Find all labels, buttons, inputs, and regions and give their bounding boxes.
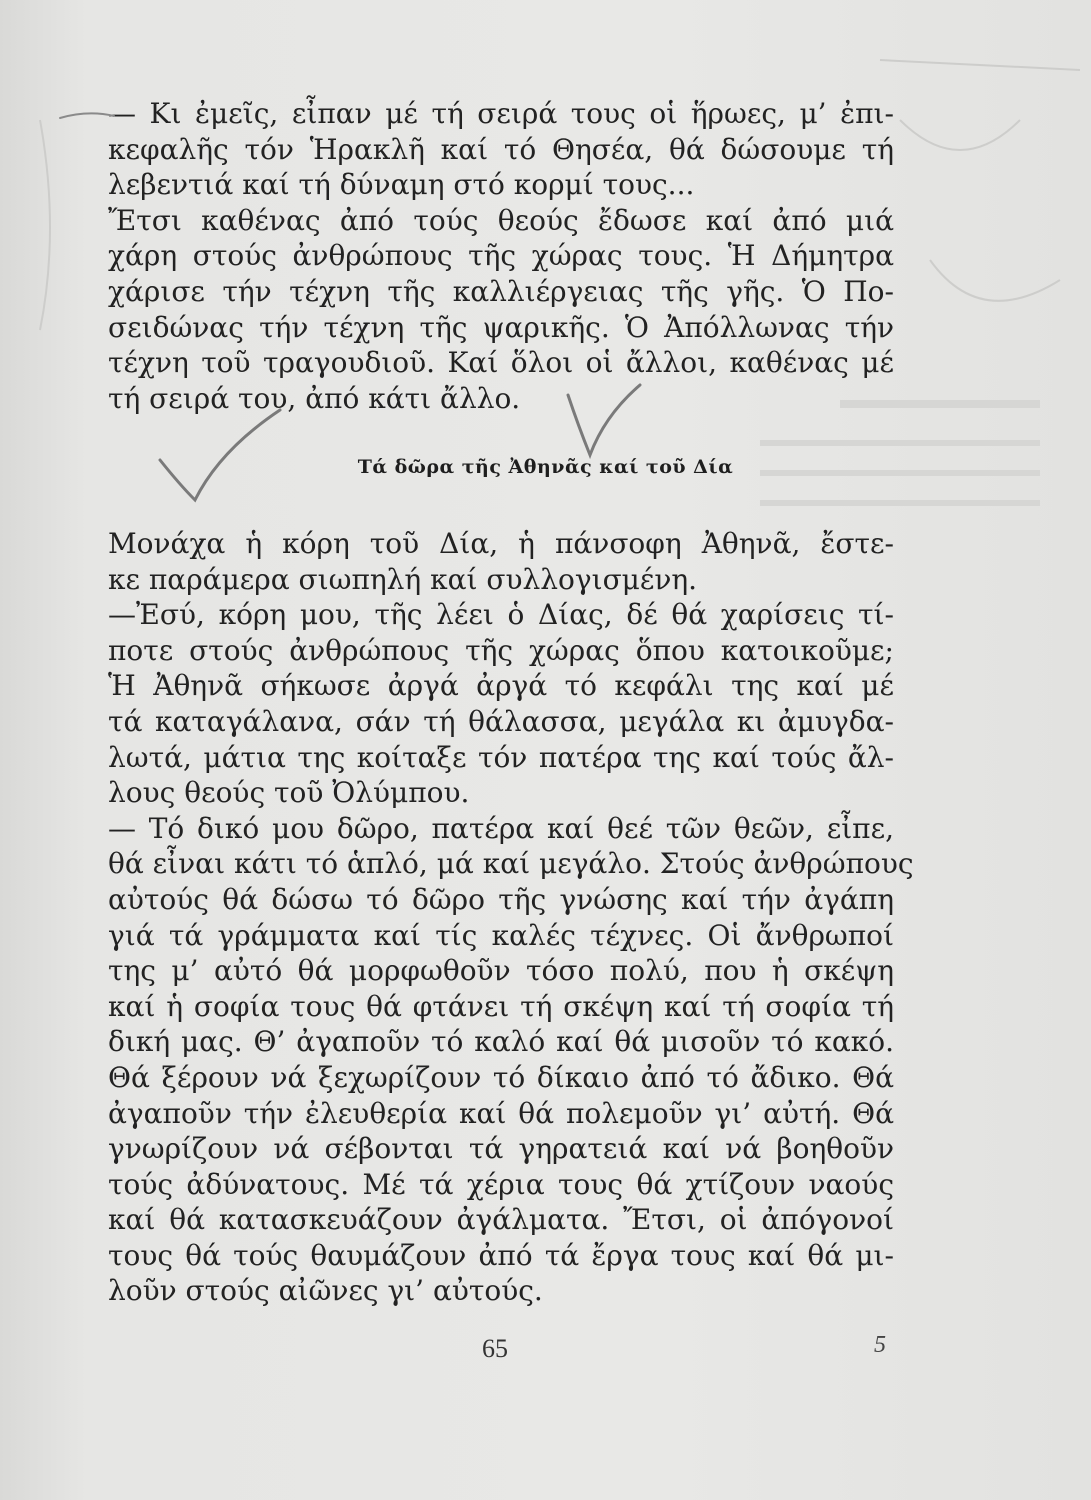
text-line: καί θά κατασκευάζουν ἀγάλματα. Ἔτσι, οἱ ἀπόγονοί [108, 1203, 894, 1237]
text-line: ἀγαποῦν τήν ἐλευθερία καί θά πολεμοῦν γι’ αὐτή. Θά [108, 1096, 894, 1130]
text-line: Ἡ Ἀθηνᾶ σήκωσε ἀργά ἀργά τό κεφάλι της καί μέ [108, 669, 894, 703]
text-line: — Τό δικό μου δῶρο, πατέρα καί θεέ τῶν θεῶν, εἶπε, [108, 811, 894, 845]
text-line: σειδώνας τήν τέχνη τῆς ψαρικῆς. Ὁ Ἀπόλλωνας τήν [108, 310, 894, 344]
text-line: λοῦν στούς αἰῶνες γι’ αὐτούς. [108, 1274, 543, 1308]
text-line: τά καταγάλανα, σάν τή θάλασσα, μεγάλα κι ἀμυγδα- [108, 704, 894, 738]
paragraph-heroes-speech [108, 96, 894, 203]
text-line: της μ’ αὐτό θά μορφωθοῦν τόσο πολύ, που ἡ σκέψη [108, 954, 894, 988]
text-line: χάρη στούς ἀνθρώπους τῆς χώρας τους. Ἡ Δήμητρα [108, 239, 894, 273]
page-number: 65 [482, 1334, 508, 1363]
pencil-checkmark-icon [150, 400, 290, 510]
text-line: Ἔτσι καθένας ἀπό τούς θεούς ἔδωσε καί ἀπό μιά [108, 203, 894, 237]
text-line: τέχνη τοῦ τραγουδιοῦ. Καί ὅλοι οἱ ἄλλοι, καθένας μέ [108, 346, 894, 380]
text-line: τούς ἀδύνατους. Μέ τά χέρια τους θά χτίζουν ναούς [108, 1167, 894, 1201]
text-line: τή σειρά του, ἀπό κάτι ἄλλο. [108, 381, 521, 415]
text-line: Μονάχα ἡ κόρη τοῦ Δία, ἡ πάνσοφη Ἀθηνᾶ, ἔστε- [108, 527, 894, 560]
text-line: λωτά, μάτια της κοίταξε τόν πατέρα της καί τούς ἄλ- [108, 740, 894, 774]
text-line: Θά ξέρουν νά ξεχωρίζουν τό δίκαιο ἀπό τό ἄδικο. Θά [108, 1060, 894, 1094]
text-line: γνωρίζουν νά σέβονται τά γηρατειά καί νά βοηθοῦν [108, 1132, 894, 1166]
text-line: αὐτούς θά δώσω τό δῶρο τῆς γνώσης καί τήν ἀγάπη [108, 882, 894, 916]
text-line: λους θεούς τοῦ Ὀλύμπου. [108, 776, 470, 810]
paragraph-athena-gift [108, 811, 914, 1309]
paragraph-athena-looks [108, 668, 894, 810]
paragraph-gods-gifts [108, 203, 894, 417]
opening-paragraphs [108, 96, 894, 416]
paragraph-zeus-question [108, 597, 894, 668]
text-line: χάρισε τήν τέχνη τῆς καλλιέργειας τῆς γῆς. Ὁ Πο- [108, 274, 894, 308]
signature-number: 5 [874, 1332, 886, 1358]
main-paragraphs [108, 526, 914, 1309]
text-line: κε παράμερα σιωπηλή καί συλλογισμένη. [108, 562, 698, 596]
text-line: θά εἶναι κάτι τό ἁπλό, μά καί μεγάλο. Στούς ἀνθρώπους [108, 847, 914, 881]
text-line: —Ἐσύ, κόρη μου, τῆς λέει ὁ Δίας, δέ θά χαρίσεις τί- [108, 598, 894, 632]
section-heading: Τά δῶρα τῆς Ἀθηνᾶς καί τοῦ Δία [357, 456, 734, 478]
text-line: δική μας. Θ’ ἀγαποῦν τό καλό καί θά μισοῦν τό κακό. [108, 1025, 894, 1059]
text-line: — Κι ἐμεῖς, εἶπαν μέ τή σειρά τους οἱ ἥρωες, μ’ ἐπι- [108, 97, 894, 130]
text-line: ποτε στούς ἀνθρώπους τῆς χώρας ὅπου κατοικοῦμε; [108, 633, 894, 667]
text-line: λεβεντιά καί τή δύναμη στό κορμί τους... [108, 168, 695, 202]
text-line: κεφαλῆς τόν Ἡρακλῆ καί τό Θησέα, θά δώσουμε τή [108, 132, 894, 166]
paragraph-athena-silent [108, 526, 894, 597]
text-line: γιά τά γράμματα καί τίς καλές τέχνες. Οἱ ἄνθρωποί [108, 918, 894, 952]
text-line: καί ἡ σοφία τους θά φτάνει τή σκέψη καί τή σοφία τή [108, 989, 894, 1023]
text-line: τους θά τούς θαυμάζουν ἀπό τά ἔργα τους καί θά μι- [108, 1238, 894, 1272]
